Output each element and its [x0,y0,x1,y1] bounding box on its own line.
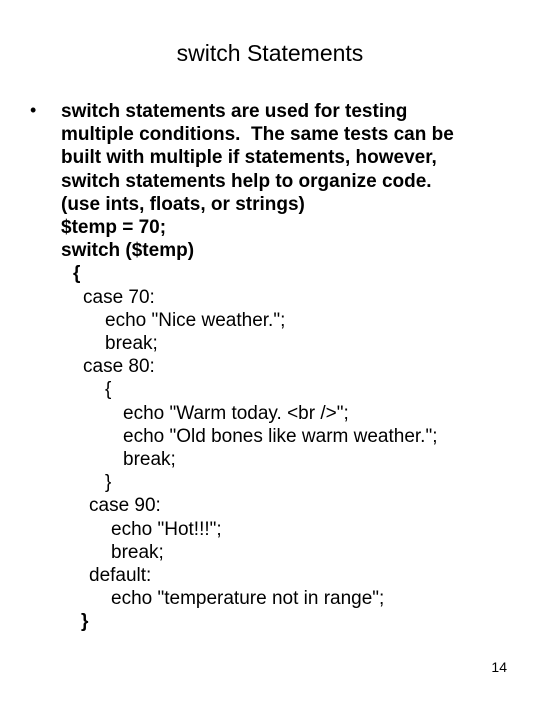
body-line: { [105,379,112,401]
body-line: break; [123,449,176,471]
body-line: switch ($temp) [61,240,195,262]
body-line: break; [105,333,158,355]
body-line: case 70: [83,286,155,308]
body-line: echo "Old bones like warm weather."; [123,425,438,447]
body-line: built with multiple if statements, however, [61,147,437,169]
slide-title: switch Statements [176,40,364,66]
body-line: echo "temperature not in range"; [111,588,385,610]
body-line: break; [111,541,164,563]
body-line: multiple conditions. The same tests can be [61,124,454,146]
body-line: echo "Hot!!!"; [111,518,222,540]
body-line: echo "Warm today. <br />"; [123,402,349,424]
body-line: case 80: [83,356,155,378]
slide-body [61,100,531,634]
body-line: switch statements are used for testing [61,101,408,122]
body-line: } [105,472,112,494]
body-line: echo "Nice weather."; [105,309,286,331]
body-line: case 90: [89,495,161,517]
body-line: $temp = 70; [61,217,167,239]
body-line: } [81,611,89,633]
page-number: 14 [491,659,507,675]
body-line: (use ints, floats, or strings) [61,193,305,215]
bullet-marker: • [30,100,37,120]
body-line: default: [89,565,152,587]
body-line: { [73,263,81,285]
body-line: switch statements help to organize code. [61,170,432,192]
